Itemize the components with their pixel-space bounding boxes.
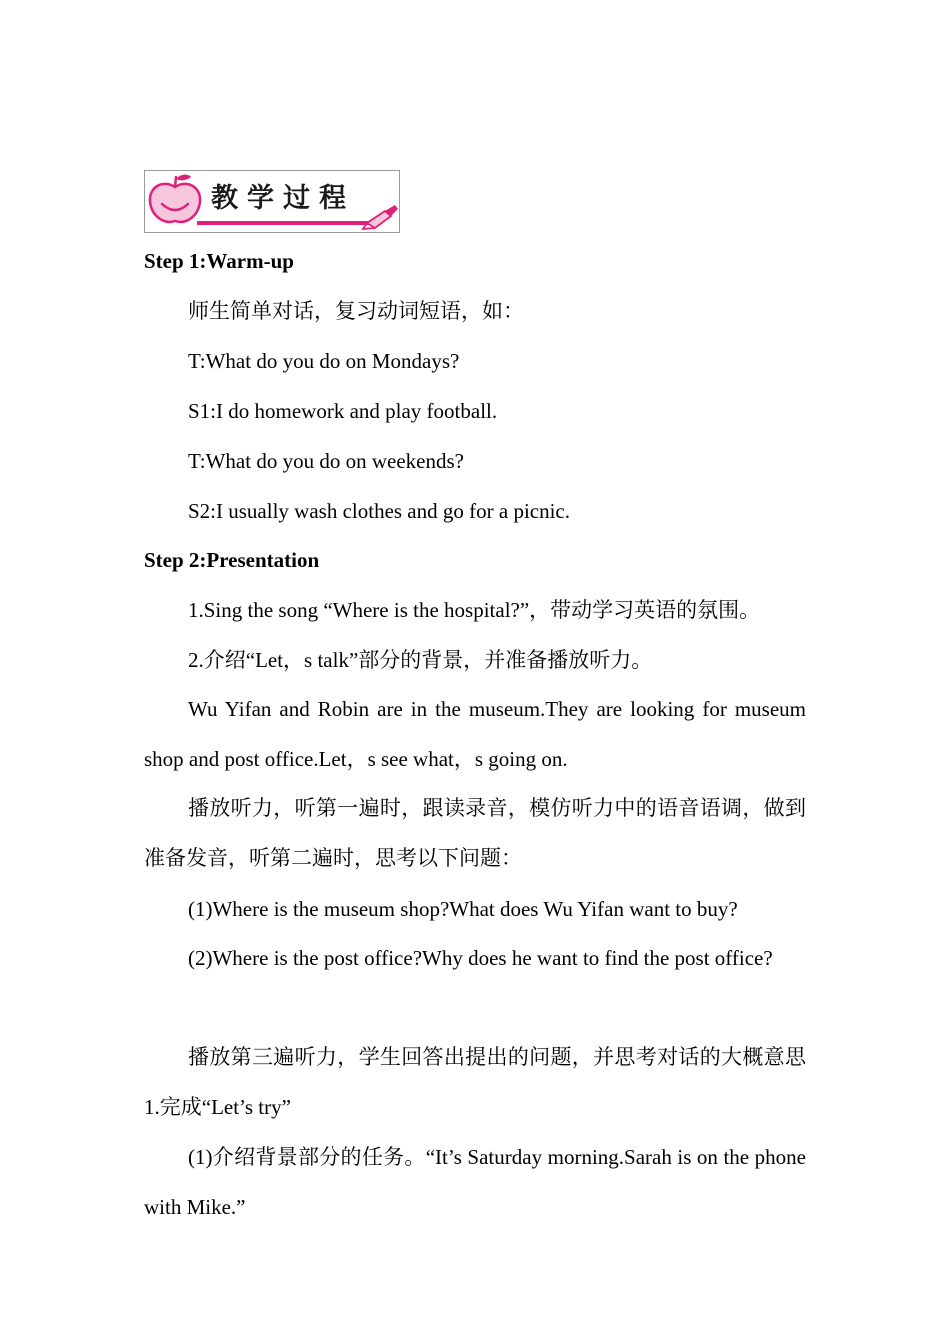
paragraph-listen: 播放听力，听第一遍时，跟读录音，模仿听力中的语音语调，做到准备发音，听第二遍时，思考以下问题： — [144, 796, 806, 870]
pen-icon — [363, 205, 398, 229]
item-1: 1.Sing the song “Where is the hospital?”，带动学习英语的氛围。 — [188, 598, 761, 622]
dialog-line: T:What do you do on weekends? — [188, 449, 464, 473]
dialog-line: T:What do you do on Mondays? — [188, 349, 460, 373]
dialog-line: S1:I do homework and play football. — [188, 399, 498, 423]
paragraph-story: Wu Yifan and Robin are in the museum.They are looking for museum shop and post office.Let，s see what，s going on. — [144, 697, 806, 771]
paragraph-third: 播放第三遍听力，学生回答出提出的问题，并思考对话的大概意思 1.完成“Let’s try” — [144, 1045, 806, 1119]
step2-heading: Step 2:Presentation — [144, 548, 320, 572]
section-badge — [144, 170, 400, 233]
step1-heading: Step 1:Warm-up — [144, 249, 294, 273]
question-1: (1)Where is the museum shop?What does Wu Yifan want to buy? — [188, 897, 738, 921]
paragraph-task: (1)介绍背景部分的任务。“It’s Saturday morning.Sarah is on the phone with Mike.” — [144, 1145, 806, 1219]
dialog-line: S2:I usually wash clothes and go for a picnic. — [188, 499, 570, 523]
section-title: 教学过程 — [211, 183, 355, 214]
item-2: 2.介绍“Let，s talk”部分的背景，并准备播放听力。 — [188, 648, 653, 672]
question-2: (2)Where is the post office?Why does he want to find the post office? — [188, 946, 773, 970]
step1-intro: 师生简单对话，复习动词短语，如： — [188, 299, 524, 323]
